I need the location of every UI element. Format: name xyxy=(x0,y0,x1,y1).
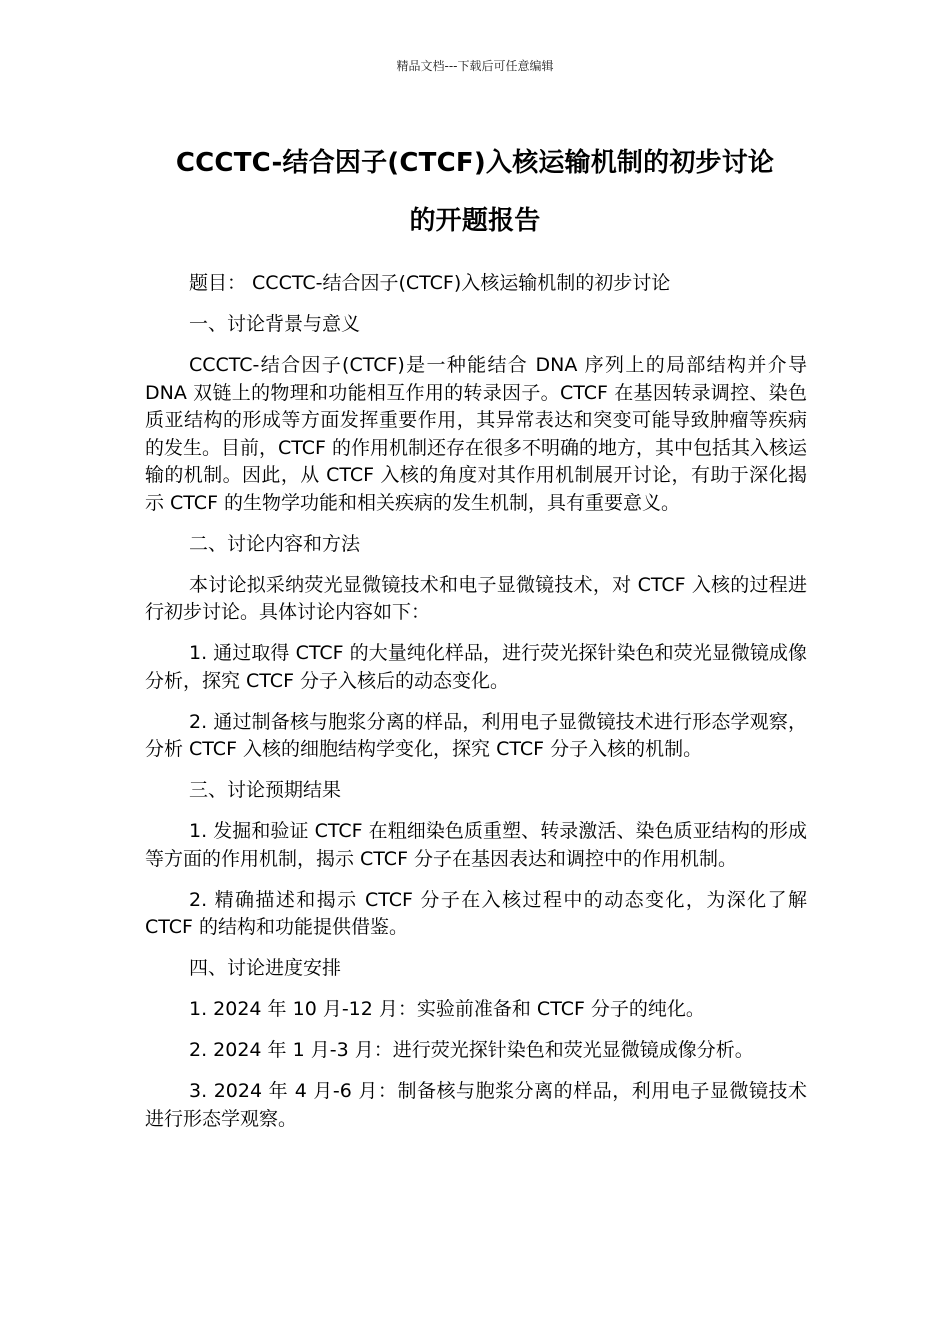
section-heading-expected-results: 三、讨论预期结果 xyxy=(189,779,342,801)
section-heading-schedule: 四、讨论进度安排 xyxy=(189,957,342,979)
title-line-1: CCCTC-结合因子(CTCF)入核运输机制的初步讨论 xyxy=(175,148,775,178)
section-heading-content-method: 二、讨论内容和方法 xyxy=(189,532,361,555)
document-title xyxy=(145,134,805,250)
paragraph-method-intro: 本讨论拟采纳荧光显微镜技术和电子显微镜技术，对 CTCF 入核的过程进行初步讨论。具体讨论内容如下： xyxy=(145,573,807,623)
list-item-result-1: 1. 发掘和验证 CTCF 在粗细染色质重塑、转录激活、染色质亚结构的形成等方面的作用机制，揭示 CTCF 分子在基因表达和调控中的作用机制。 xyxy=(145,820,807,870)
list-item-schedule-3: 3. 2024 年 4 月-6 月：制备核与胞浆分离的样品，利用电子显微镜技术进行形态学观察。 xyxy=(145,1080,807,1130)
page-header: 精品文档---下载后可任意编辑 xyxy=(396,59,554,73)
list-item-result-2: 2. 精确描述和揭示 CTCF 分子在入核过程中的动态变化，为深化了解 CTCF 的结构和功能提供借鉴。 xyxy=(145,888,807,938)
topic-line: 题目： CCCTC-结合因子(CTCF)入核运输机制的初步讨论 xyxy=(189,272,671,294)
section-heading-background: 一、讨论背景与意义 xyxy=(189,313,361,335)
document-body xyxy=(145,270,807,1147)
list-item-schedule-1: 1. 2024 年 10 月-12 月：实验前准备和 CTCF 分子的纯化。 xyxy=(189,998,705,1020)
title-line-2: 的开题报告 xyxy=(409,206,541,236)
list-item-method-1: 1. 通过取得 CTCF 的大量纯化样品，进行荧光探针染色和荧光显微镜成像分析，探究 CTCF 分子入核后的动态变化。 xyxy=(145,642,807,692)
list-item-schedule-2: 2. 2024 年 1 月-3 月：进行荧光探针染色和荧光显微镜成像分析。 xyxy=(189,1039,754,1061)
list-item-method-2: 2. 通过制备核与胞浆分离的样品，利用电子显微镜技术进行形态学观察，分析 CTCF 入核的细胞结构学变化，探究 CTCF 分子入核的机制。 xyxy=(145,710,807,760)
paragraph-background: CCCTC-结合因子(CTCF)是一种能结合 DNA 序列上的局部结构并介导 DNA 双链上的物理和功能相互作用的转录因子。CTCF 在基因转录调控、染色质亚结构的形成等方面发挥重要作用，其异常表达和突变可能导致肿瘤等疾病的发生。目前，CTCF 的作用机制还存在很多不明确的地方，其中包括其入核运输的机制。因此，从 CTCF 入核的角度对其作用机制展开讨论，有助于深化揭示 CTCF 的生物学功能和相关疾病的发生机制，具有重要意义。 xyxy=(145,354,807,514)
